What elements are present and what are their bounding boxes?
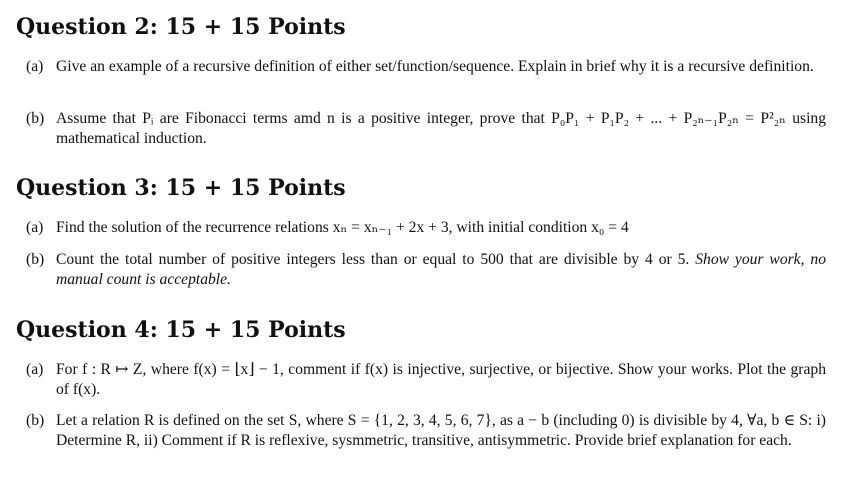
question-2-part-a (26, 57, 826, 77)
part-label: (a) (26, 58, 44, 75)
part-text: Let a relation R is defined on the set S, where S = {1, 2, 3, 4, 5, 6, 7}, as a − b (including 0) is divisible by 4, ∀a, b ∈ S: i) Determine R, ii) Comment if R is reflexive, sysmmetric, transitive, antisymmetric. Provide brief explanation for each. (56, 412, 826, 449)
question-3-heading: Question 3: 15 + 15 Points (16, 175, 346, 201)
part-text: For f : R ↦ Z, where f(x) = ⌊x⌋ − 1, comment if f(x) is injective, surjective, or bijective. Show your works. Plot the graph of f(x). (56, 361, 826, 398)
part-label: (b) (26, 251, 45, 268)
part-text: Give an example of a recursive definition of either set/function/sequence. Explain in brief why it is a recursive definition. (56, 58, 814, 75)
question-3-part-a (26, 218, 826, 238)
part-text: Find the solution of the recurrence relations xₙ = xₙ₋₁ + 2x + 3, with initial condition x₀ = 4 (56, 219, 629, 236)
question-4-part-a (26, 360, 826, 400)
question-2-part-b (26, 109, 826, 149)
question-2-heading: Question 2: 15 + 15 Points (16, 14, 346, 40)
question-4-heading: Question 4: 15 + 15 Points (16, 317, 346, 343)
question-3-part-b (26, 250, 826, 290)
part-text-main: Count the total number of positive integers less than or equal to 500 that are divisible by 4 or 5. (56, 251, 690, 268)
part-label: (a) (26, 219, 44, 236)
part-text-emphasis: Show your work, no manual count is acceptable. (56, 251, 827, 288)
question-4-part-b (26, 411, 826, 451)
part-label: (a) (26, 361, 44, 378)
part-label: (b) (26, 110, 45, 127)
part-label: (b) (26, 412, 45, 429)
part-text: Assume that Pᵢ are Fibonacci terms amd n is a positive integer, prove that P₀P₁ + P₁P₂ + ... + P₂ₙ₋₁P₂ₙ = P²₂ₙ using mathematical induction. (56, 110, 826, 147)
part-text (56, 250, 826, 290)
